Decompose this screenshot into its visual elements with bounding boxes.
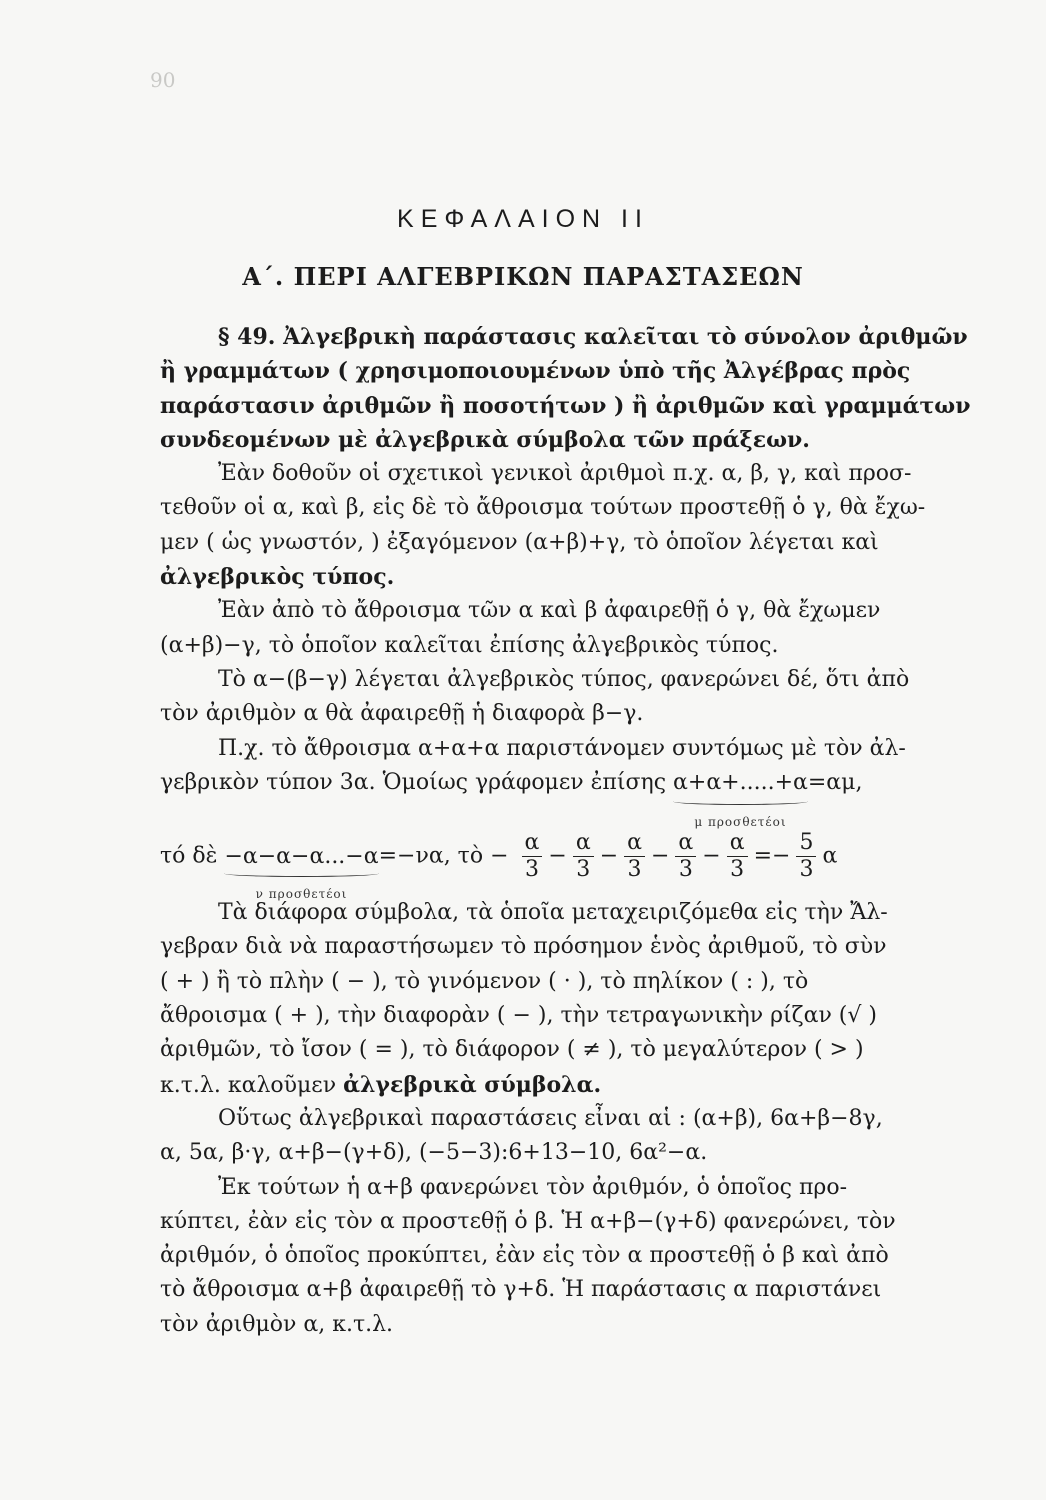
text-line: ἀριθμόν, ὁ ὁποῖος προκύπτει, ἐὰν εἰς τὸν α προστεθῇ ὁ β καὶ ἀπὸ [160,1243,889,1269]
section-title: Α΄. ΠΕΡΙ ΑΛΓΕΒΡΙΚΩΝ ΠΑΡΑΣΤΑΣΕΩΝ [242,262,804,291]
text-line: Τὰ διάφορα σύμβολα, τὰ ὁποῖα μεταχειριζόμεθα εἰς τὴν Ἄλ- [218,900,888,926]
text-line: Ἐκ τούτων ἡ α+β φανερώνει τὸν ἀριθμόν, ὁ ὁποῖος προ- [218,1174,848,1200]
text-line: μεν ( ὡς γνωστόν, ) ἐξαγόμενον (α+β)+γ, τὸ ὁποῖον λέγεται καὶ [160,529,879,555]
text-line: τὸν ἀριθμὸν α θὰ ἀφαιρεθῇ ἡ διαφορὰ β−γ. [160,701,644,727]
text-line: (α+β)−γ, τὸ ὁποῖον καλεῖται ἐπίσης ἀλγεβρικὸς τύπος. [160,632,779,658]
fraction [522,830,543,883]
sum-with-brace [673,766,808,829]
fraction-variable: α [822,843,838,869]
page-number: 90 [150,68,176,92]
text-line: Ἐὰν ἀπὸ τὸ ἄθροισμα τῶν α καὶ β ἀφαιρεθῇ ὁ γ, θὰ ἔχωμεν [218,598,881,624]
text-line [160,766,1008,829]
fraction-numerator: α [522,830,543,857]
bold-term: ἀλγεβρικὰ σύμβολα. [343,1071,602,1098]
fraction-denominator: 3 [524,857,539,883]
fraction [624,830,645,883]
fraction-numerator: α [624,830,645,857]
text-line: Π.χ. τὸ ἄθροισμα α+α+α παριστάνομεν συντόμως μὲ τὸν ἀλ- [218,735,906,761]
text-line: κύπτει, ἐὰν εἰς τὸν α προστεθῇ ὁ β. Ἡ α+β−(γ+δ) φανερώνει, τὸν [160,1208,896,1234]
fraction-numerator: α [675,830,696,857]
fraction-denominator: 3 [627,857,642,883]
brace-note: ν προσθετέοι [255,886,348,901]
fraction [727,830,748,883]
text-line: συνδεομένων μὲ ἀλγεβρικὰ σύμβολα τῶν πράξεων. [160,426,810,453]
text-line [160,1068,1008,1102]
text-line: α, 5α, β·γ, α+β−(γ+δ), (−5−3):6+13−10, 6α²−α. [160,1140,708,1166]
text-segment: =αμ, [807,769,863,795]
chapter-title: ΚΕΦΑΛΑΙΟΝ II [397,205,649,233]
fraction [796,830,816,883]
fraction [675,830,696,883]
text-line: τὸν ἀριθμὸν α, κ.τ.λ. [160,1311,394,1337]
fraction-numerator: 5 [796,830,816,857]
brace-note: μ προσθετέοι [694,814,787,829]
fraction-denominator: 3 [678,857,693,883]
text-line: ἄθροισμα ( + ), τὴν διαφορὰν ( − ), τὴν τετραγωνικὴν ρίζαν (√ ) [160,1003,877,1029]
text-line: Ἐὰν δοθοῦν οἱ σχετικοὶ γενικοὶ ἀριθμοὶ π.χ. α, β, γ, καὶ προσ- [218,461,912,487]
text-line: ( + ) ἢ τὸ πλὴν ( − ), τὸ γινόμενον ( · ), τὸ πηλίκον ( : ), τὸ [160,968,809,994]
text-segment: τό δὲ [160,843,225,869]
text-line: τὸ ἄθροισμα α+β ἀφαιρεθῇ τὸ γ+δ. Ἡ παράστασις α παριστάνει [160,1277,882,1303]
text-line: ἀλγεβρικὸς τύπος. [160,564,395,591]
diff-with-brace [224,840,379,901]
fraction-denominator: 3 [730,857,745,883]
brace-line [224,870,378,877]
main-text [160,320,1008,1342]
text-line: § 49. Ἀλγεβρικὴ παράστασις καλεῖται τὸ σύνολον ἀριθμῶν [218,324,968,350]
fraction [573,830,594,883]
fraction-numerator: α [573,830,594,857]
text-line: τεθοῦν οἱ α, καὶ β, εἰς δὲ τὸ ἄθροισμα τούτων προστεθῇ ὁ γ, θὰ ἔχω- [160,495,926,521]
text-line: Οὕτως ἀλγεβρικαὶ παραστάσεις εἶναι αἱ : (α+β), 6α+β−8γ, [218,1105,883,1131]
sum-expression: α+α+.....+α [673,769,808,795]
text-segment: =−να, τὸ − [378,843,509,869]
text-line: Τὸ α−(β−γ) λέγεται ἀλγεβρικὸς τύπος, φανερώνει δέ, ὅτι ἀπὸ [218,666,910,692]
underbrace [224,868,378,911]
fraction-numerator: α [727,830,748,857]
fraction-denominator: 3 [576,857,591,883]
formula: τό δὲ −α−α−α...−α ν προσθετέοι =−να, τὸ − $\frac{\alpha}{3}$ − $\frac{\alpha}{3}$ − $\frac{\alpha}{3}$ − $\frac{\alpha}{3}$ − $\frac{\alpha}{3}$ =− $\frac{5}{3}$ α [160,830,837,883]
text-line: ἀριθμῶν, τὸ ἴσον ( = ), τὸ διάφορον ( ≠ ), τὸ μεγαλύτερον ( > ) [160,1037,864,1063]
text-line: ἢ γραμμάτων ( χρησιμοποιουμένων ὑπὸ τῆς Ἀλγέβρας πρὸς [160,358,911,385]
formula-row [160,800,1008,901]
text-line: παράστασιν ἀριθμῶν ἢ ποσοτήτων ) ἢ ἀριθμῶν καὶ γραμμάτων [160,392,971,419]
text-segment: γεβρικὸν τύπον 3α. Ὁμοίως γράφομεν ἐπίσης [160,769,674,795]
diff-expression: −α−α−α...−α [224,843,379,869]
fraction-denominator: 3 [799,857,814,883]
text-segment: κ.τ.λ. καλοῦμεν [160,1072,344,1098]
text-line: γεβραν διὰ νὰ παραστήσωμεν τὸ πρόσημον ἑνὸς ἀριθμοῦ, τὸ σὺν [160,934,887,960]
